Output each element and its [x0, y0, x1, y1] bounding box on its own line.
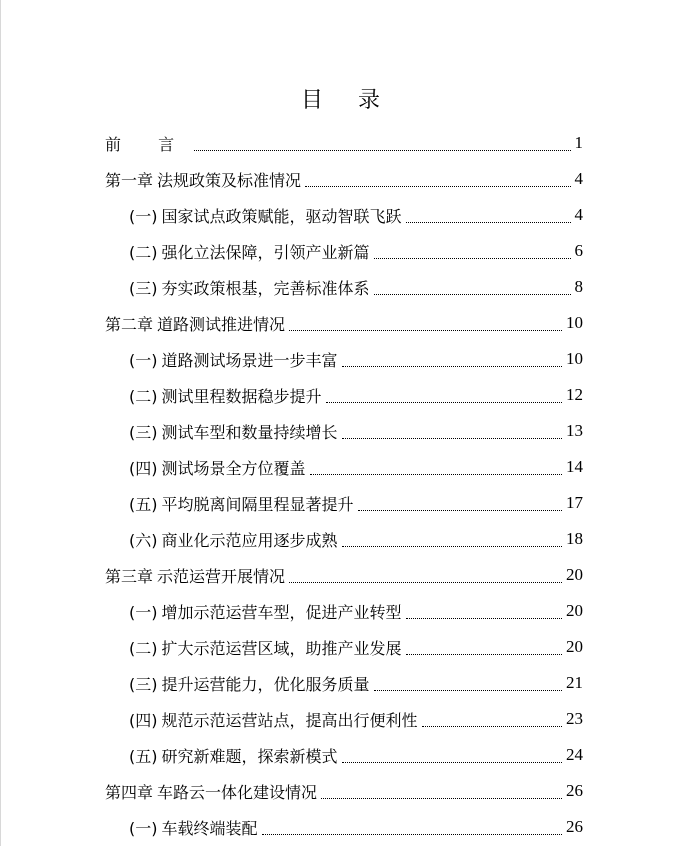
toc-section-number: (三)	[129, 278, 158, 298]
toc-page-number: 26	[566, 781, 583, 800]
toc-dot-leader	[321, 798, 562, 799]
toc-dot-leader	[406, 618, 562, 619]
toc-entry-title: 夯实政策根基，完善标准体系	[161, 278, 370, 298]
toc-entry-label	[129, 492, 354, 515]
toc-entry-title: 测试里程数据稳步提升	[161, 386, 322, 406]
toc-section-number: (四)	[129, 710, 158, 730]
toc-section-number: (六)	[129, 530, 158, 550]
toc-entry-label	[129, 384, 322, 407]
toc-section-number: (一)	[129, 206, 158, 226]
toc-entry-label	[105, 780, 317, 803]
toc-entry-title: 提升运营能力，优化服务质量	[161, 674, 370, 694]
toc-entry-title: 车路云一体化建设情况	[157, 782, 318, 802]
toc-chapter-number: 第二章	[105, 314, 154, 334]
toc-entry-title: 道路测试推进情况	[157, 314, 286, 334]
toc-dot-leader	[342, 546, 562, 547]
toc-page-number: 20	[566, 565, 583, 584]
toc-dot-leader	[305, 186, 570, 187]
toc-section-number: (二)	[129, 386, 158, 406]
toc-entry[interactable]	[0, 413, 681, 449]
toc-entry-title: 研究新难题，探索新模式	[161, 746, 338, 766]
toc-entry-label	[129, 420, 338, 443]
toc-entry-title: 前 言	[105, 134, 191, 154]
toc-entry-label	[105, 312, 285, 335]
toc-entry[interactable]	[0, 701, 681, 737]
toc-entry[interactable]	[0, 233, 681, 269]
toc-page-number: 18	[566, 529, 583, 548]
toc-page-number: 20	[566, 637, 583, 656]
toc-entry[interactable]	[0, 485, 681, 521]
toc-dot-leader	[289, 330, 562, 331]
toc-entry-title: 法规政策及标准情况	[157, 170, 302, 190]
toc-entry[interactable]	[0, 521, 681, 557]
toc-dot-leader	[406, 222, 571, 223]
toc-page-number: 17	[566, 493, 583, 512]
table-of-contents	[0, 125, 681, 845]
toc-page-number: 10	[566, 349, 583, 368]
toc-entry-label	[129, 816, 258, 839]
toc-page-number: 23	[566, 709, 583, 728]
toc-entry-label	[129, 708, 418, 731]
toc-entry-label	[129, 672, 370, 695]
toc-entry[interactable]	[0, 593, 681, 629]
toc-page-number: 4	[574, 205, 583, 224]
toc-page-number: 20	[566, 601, 583, 620]
toc-chapter-number: 第三章	[105, 566, 154, 586]
toc-dot-leader	[374, 690, 562, 691]
toc-section-number: (二)	[129, 638, 158, 658]
toc-entry-label	[105, 132, 190, 155]
toc-entry[interactable]	[0, 737, 681, 773]
toc-entry-title: 扩大示范运营区域，助推产业发展	[161, 638, 402, 658]
toc-dot-leader	[289, 582, 562, 583]
toc-entry[interactable]	[0, 125, 681, 161]
toc-entry[interactable]	[0, 341, 681, 377]
toc-entry-label	[129, 744, 338, 767]
toc-entry[interactable]	[0, 377, 681, 413]
toc-page-number: 1	[574, 133, 583, 152]
toc-page-number: 21	[566, 673, 583, 692]
toc-entry-title: 测试场景全方位覆盖	[161, 458, 306, 478]
toc-section-number: (四)	[129, 458, 158, 478]
toc-entry[interactable]	[0, 269, 681, 305]
toc-entry[interactable]	[0, 629, 681, 665]
toc-dot-leader	[342, 438, 562, 439]
toc-dot-leader	[310, 474, 562, 475]
toc-entry-title: 平均脱离间隔里程显著提升	[161, 494, 354, 514]
toc-chapter-number: 第四章	[105, 782, 154, 802]
toc-dot-leader	[358, 510, 562, 511]
toc-dot-leader	[374, 294, 571, 295]
toc-dot-leader	[342, 762, 562, 763]
toc-entry-title: 示范运营开展情况	[157, 566, 286, 586]
toc-section-number: (三)	[129, 422, 158, 442]
toc-entry-title: 测试车型和数量持续增长	[161, 422, 338, 442]
toc-entry-title: 规范示范运营站点，提高出行便利性	[161, 710, 418, 730]
toc-entry-title: 商业化示范应用逐步成熟	[161, 530, 338, 550]
toc-entry-title: 强化立法保障，引领产业新篇	[161, 242, 370, 262]
toc-section-number: (一)	[129, 602, 158, 622]
toc-entry[interactable]	[0, 809, 681, 845]
toc-section-number: (一)	[129, 818, 158, 838]
toc-dot-leader	[194, 150, 570, 151]
toc-page-number: 14	[566, 457, 583, 476]
toc-title: 目 录	[301, 88, 394, 113]
toc-entry[interactable]	[0, 197, 681, 233]
toc-entry[interactable]	[0, 305, 681, 341]
toc-entry[interactable]	[0, 557, 681, 593]
toc-section-number: (三)	[129, 674, 158, 694]
toc-entry-title: 国家试点政策赋能，驱动智联飞跃	[161, 206, 402, 226]
toc-entry-title: 增加示范运营车型，促进产业转型	[161, 602, 402, 622]
toc-entry[interactable]	[0, 161, 681, 197]
toc-entry-label	[105, 168, 301, 191]
toc-entry-title: 道路测试场景进一步丰富	[161, 350, 338, 370]
toc-entry[interactable]	[0, 449, 681, 485]
toc-dot-leader	[422, 726, 562, 727]
toc-page-number: 24	[566, 745, 583, 764]
toc-page-number: 6	[574, 241, 583, 260]
toc-page-number: 10	[566, 313, 583, 332]
toc-entry-label	[129, 528, 338, 551]
toc-entry[interactable]	[0, 773, 681, 809]
toc-entry-label	[129, 240, 370, 263]
toc-dot-leader	[262, 834, 562, 835]
toc-entry-label	[129, 456, 306, 479]
toc-dot-leader	[406, 654, 562, 655]
toc-entry-label	[129, 348, 338, 371]
toc-page-number: 13	[566, 421, 583, 440]
toc-section-number: (一)	[129, 350, 158, 370]
toc-entry[interactable]	[0, 665, 681, 701]
toc-entry-label	[129, 276, 370, 299]
toc-entry-label	[129, 636, 402, 659]
toc-page-number: 8	[574, 277, 583, 296]
toc-entry-title: 车载终端装配	[161, 818, 258, 838]
toc-section-number: (五)	[129, 494, 158, 514]
toc-page-number: 4	[574, 169, 583, 188]
toc-entry-label	[129, 600, 402, 623]
toc-entry-label	[129, 204, 402, 227]
toc-section-number: (五)	[129, 746, 158, 766]
toc-dot-leader	[374, 258, 571, 259]
toc-section-number: (二)	[129, 242, 158, 262]
toc-dot-leader	[342, 366, 562, 367]
toc-dot-leader	[326, 402, 562, 403]
toc-entry-label	[105, 564, 285, 587]
toc-chapter-number: 第一章	[105, 170, 154, 190]
toc-page-number: 12	[566, 385, 583, 404]
toc-page-number: 26	[566, 817, 583, 836]
